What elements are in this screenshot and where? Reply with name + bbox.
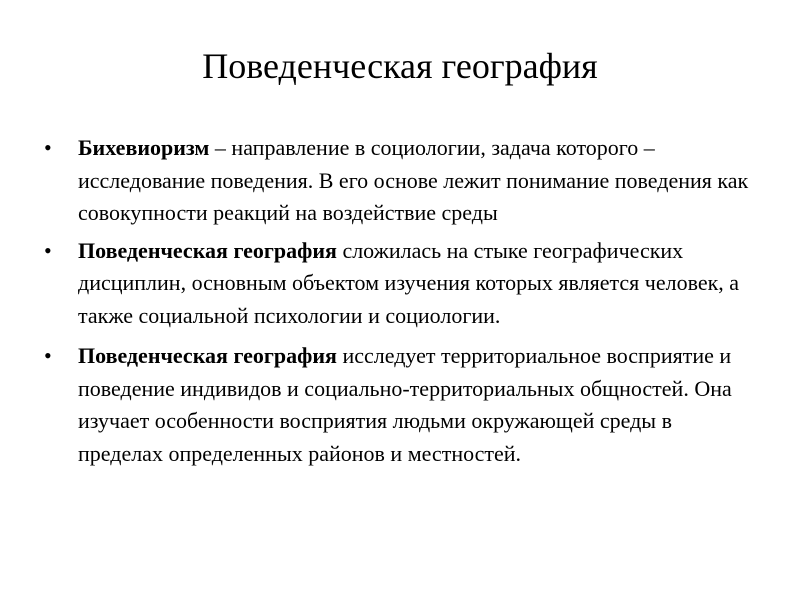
bullet-item (40, 340, 760, 470)
bullet-text: исследует территориальное восприятие и поведение индивидов и социально-территориальных общностей. Она изучает особенности восприятия людьми окружающей среды в пределах определенных районов и местностей. (78, 343, 732, 466)
bullet-text: – направление в социологии, задача которого – исследование поведения. В его основе лежит понимание поведения как совокупности реакций на воздействие среды (78, 135, 749, 225)
bullet-marker: • (44, 135, 52, 160)
bullet-term: Поведенческая география (78, 237, 337, 263)
bullet-marker: • (44, 343, 52, 368)
bullet-text: сложилась на стыке географических дисциплин, основным объектом изучения которых является человек, а также социальной психологии и социологии. (78, 237, 740, 328)
bullet-term: Бихевиоризм (78, 135, 210, 160)
bullet-term: Поведенческая география (78, 343, 337, 368)
bullet-list (40, 132, 760, 470)
bullet-marker: • (44, 237, 52, 263)
bullet-item (40, 132, 760, 230)
bullet-item (40, 235, 760, 333)
slide-title: Поведенческая география (202, 46, 598, 86)
